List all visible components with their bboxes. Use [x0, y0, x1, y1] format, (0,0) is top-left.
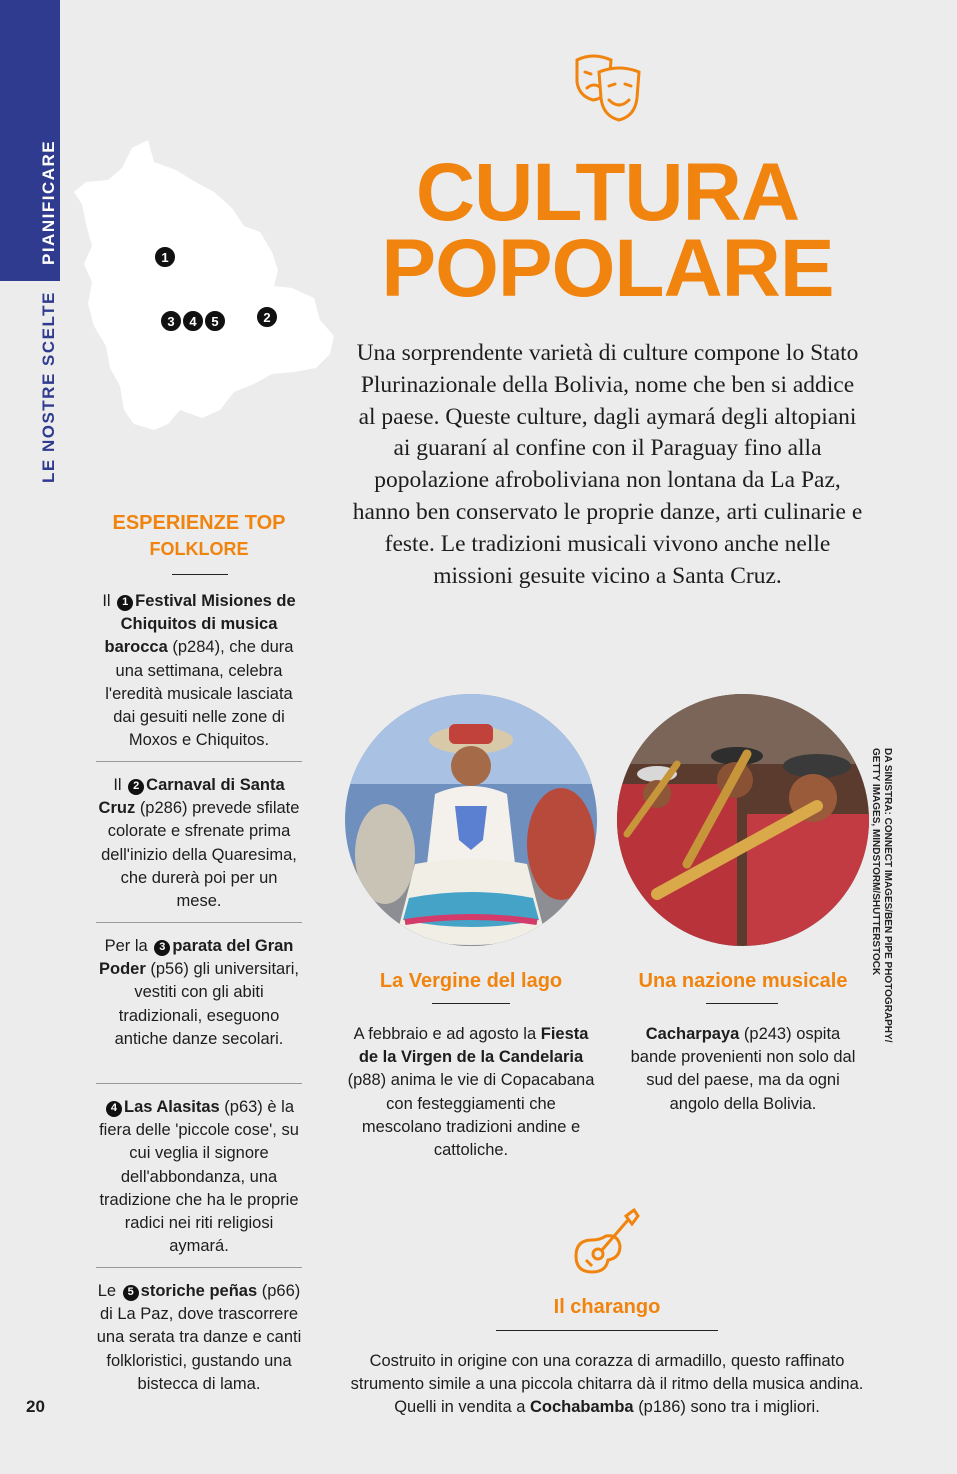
divider [96, 1267, 302, 1268]
experience-item: Il 2 Carnaval di Santa Cruz (p286) prevede sfilate colorate e sfrenate prima dell'inizio della Quaresima, che durerà poi per un mese. [98, 776, 300, 911]
experiences-subtitle: FOLKLORE [149, 539, 249, 559]
experience-item: 4 Las Alasitas (p63) è la fiera delle 'piccole cose', su cui veglia il signore dell'abbondanza, una tradizione che ha le proprie radici nei riti religiosi aymará. [99, 1098, 299, 1256]
nazione-title: Una nazione musicale [638, 970, 848, 992]
divider [432, 1003, 510, 1004]
map-marker-3: 3 [160, 310, 182, 332]
experience-item: Per la 3 parata del Gran Poder (p56) gli universitari, vestiti con gli abiti tradizionali, eseguono antiche danze secolari. [99, 937, 299, 1048]
map-marker-1: 1 [154, 246, 176, 268]
map-marker-5: 5 [204, 310, 226, 332]
vergine-title: La Vergine del lago [379, 970, 563, 992]
theater-masks-icon [573, 54, 643, 122]
experience-item: Il 1 Festival Misiones de Chiquitos di musica barocca (p284), che dura una settimana, celebra l'eredità musicale lasciata dai gesuiti nelle zone di Moxos e Chiquitos. [102, 592, 296, 750]
number-icon: 1 [117, 595, 133, 611]
divider [96, 1083, 302, 1084]
divider [172, 574, 228, 575]
map-marker-2: 2 [256, 306, 278, 328]
intro-paragraph: Una sorprendente varietà di culture compone lo Stato Plurinazionale della Bolivia, nome che ben si addice al paese. Queste culture, dagli aymará degli altopiani ai guaraní al confine con il Paraguay fino alla popolazione afroboliviana non lontana da La Paz, hanno ben conservato le proprie danze, arti culinarie e feste. Le tradizioni musicali vivono anche nelle missioni gesuite vicino a Santa Cruz. [352, 340, 863, 589]
page-title-line1: CULTURA [415, 147, 800, 238]
divider [706, 1003, 778, 1004]
vergine-caption: A febbraio e ad agosto la Fiesta de la Virgen de la Candelaria (p88) anima le vie di Copacabana con festeggiamenti che mescolano tradizioni andine e cattoliche. [347, 1025, 595, 1160]
map-marker-4: 4 [182, 310, 204, 332]
charango-title: Il charango [553, 1296, 661, 1318]
subsection-label: LE NOSTRE SCELTE [39, 291, 58, 483]
dancer-photo [345, 694, 597, 946]
charango-caption: Costruito in origine con una corazza di armadillo, questo raffinato strumento simile a una piccola chitarra dà il ritmo della musica andina. Quelli in vendita a Cochabamba (p186) sono tra i migliori. [350, 1352, 864, 1417]
section-label: PIANIFICARE [39, 139, 58, 265]
bolivia-map [72, 140, 342, 440]
number-icon: 4 [106, 1101, 122, 1117]
number-icon: 5 [123, 1285, 139, 1301]
experiences-title: ESPERIENZE TOP [112, 512, 286, 534]
divider [96, 761, 302, 762]
divider [96, 922, 302, 923]
number-icon: 3 [154, 940, 170, 956]
number-icon: 2 [128, 779, 144, 795]
musicians-photo [617, 694, 869, 946]
photo-credit: DA SINISTRA: CONNECT IMAGES/BEN PIPE PHOTOGRAPHY/ GETTY IMAGES, MINDSTORM/SHUTTERSTOCK [870, 748, 893, 1043]
page-number: 20 [26, 1397, 45, 1416]
experience-item: Le 5 storiche peñas (p66) di La Paz, dove trascorrere una serata tra danze e canti folkloristici, gustando una bistecca di lama. [96, 1282, 302, 1393]
nazione-caption: Cacharpaya (p243) ospita bande provenienti non solo dal sud del paese, ma da ogni angolo della Bolivia. [630, 1025, 856, 1113]
divider [496, 1330, 718, 1331]
page-title-line2: POPOLARE [381, 223, 834, 314]
guitar-icon [572, 1206, 640, 1276]
